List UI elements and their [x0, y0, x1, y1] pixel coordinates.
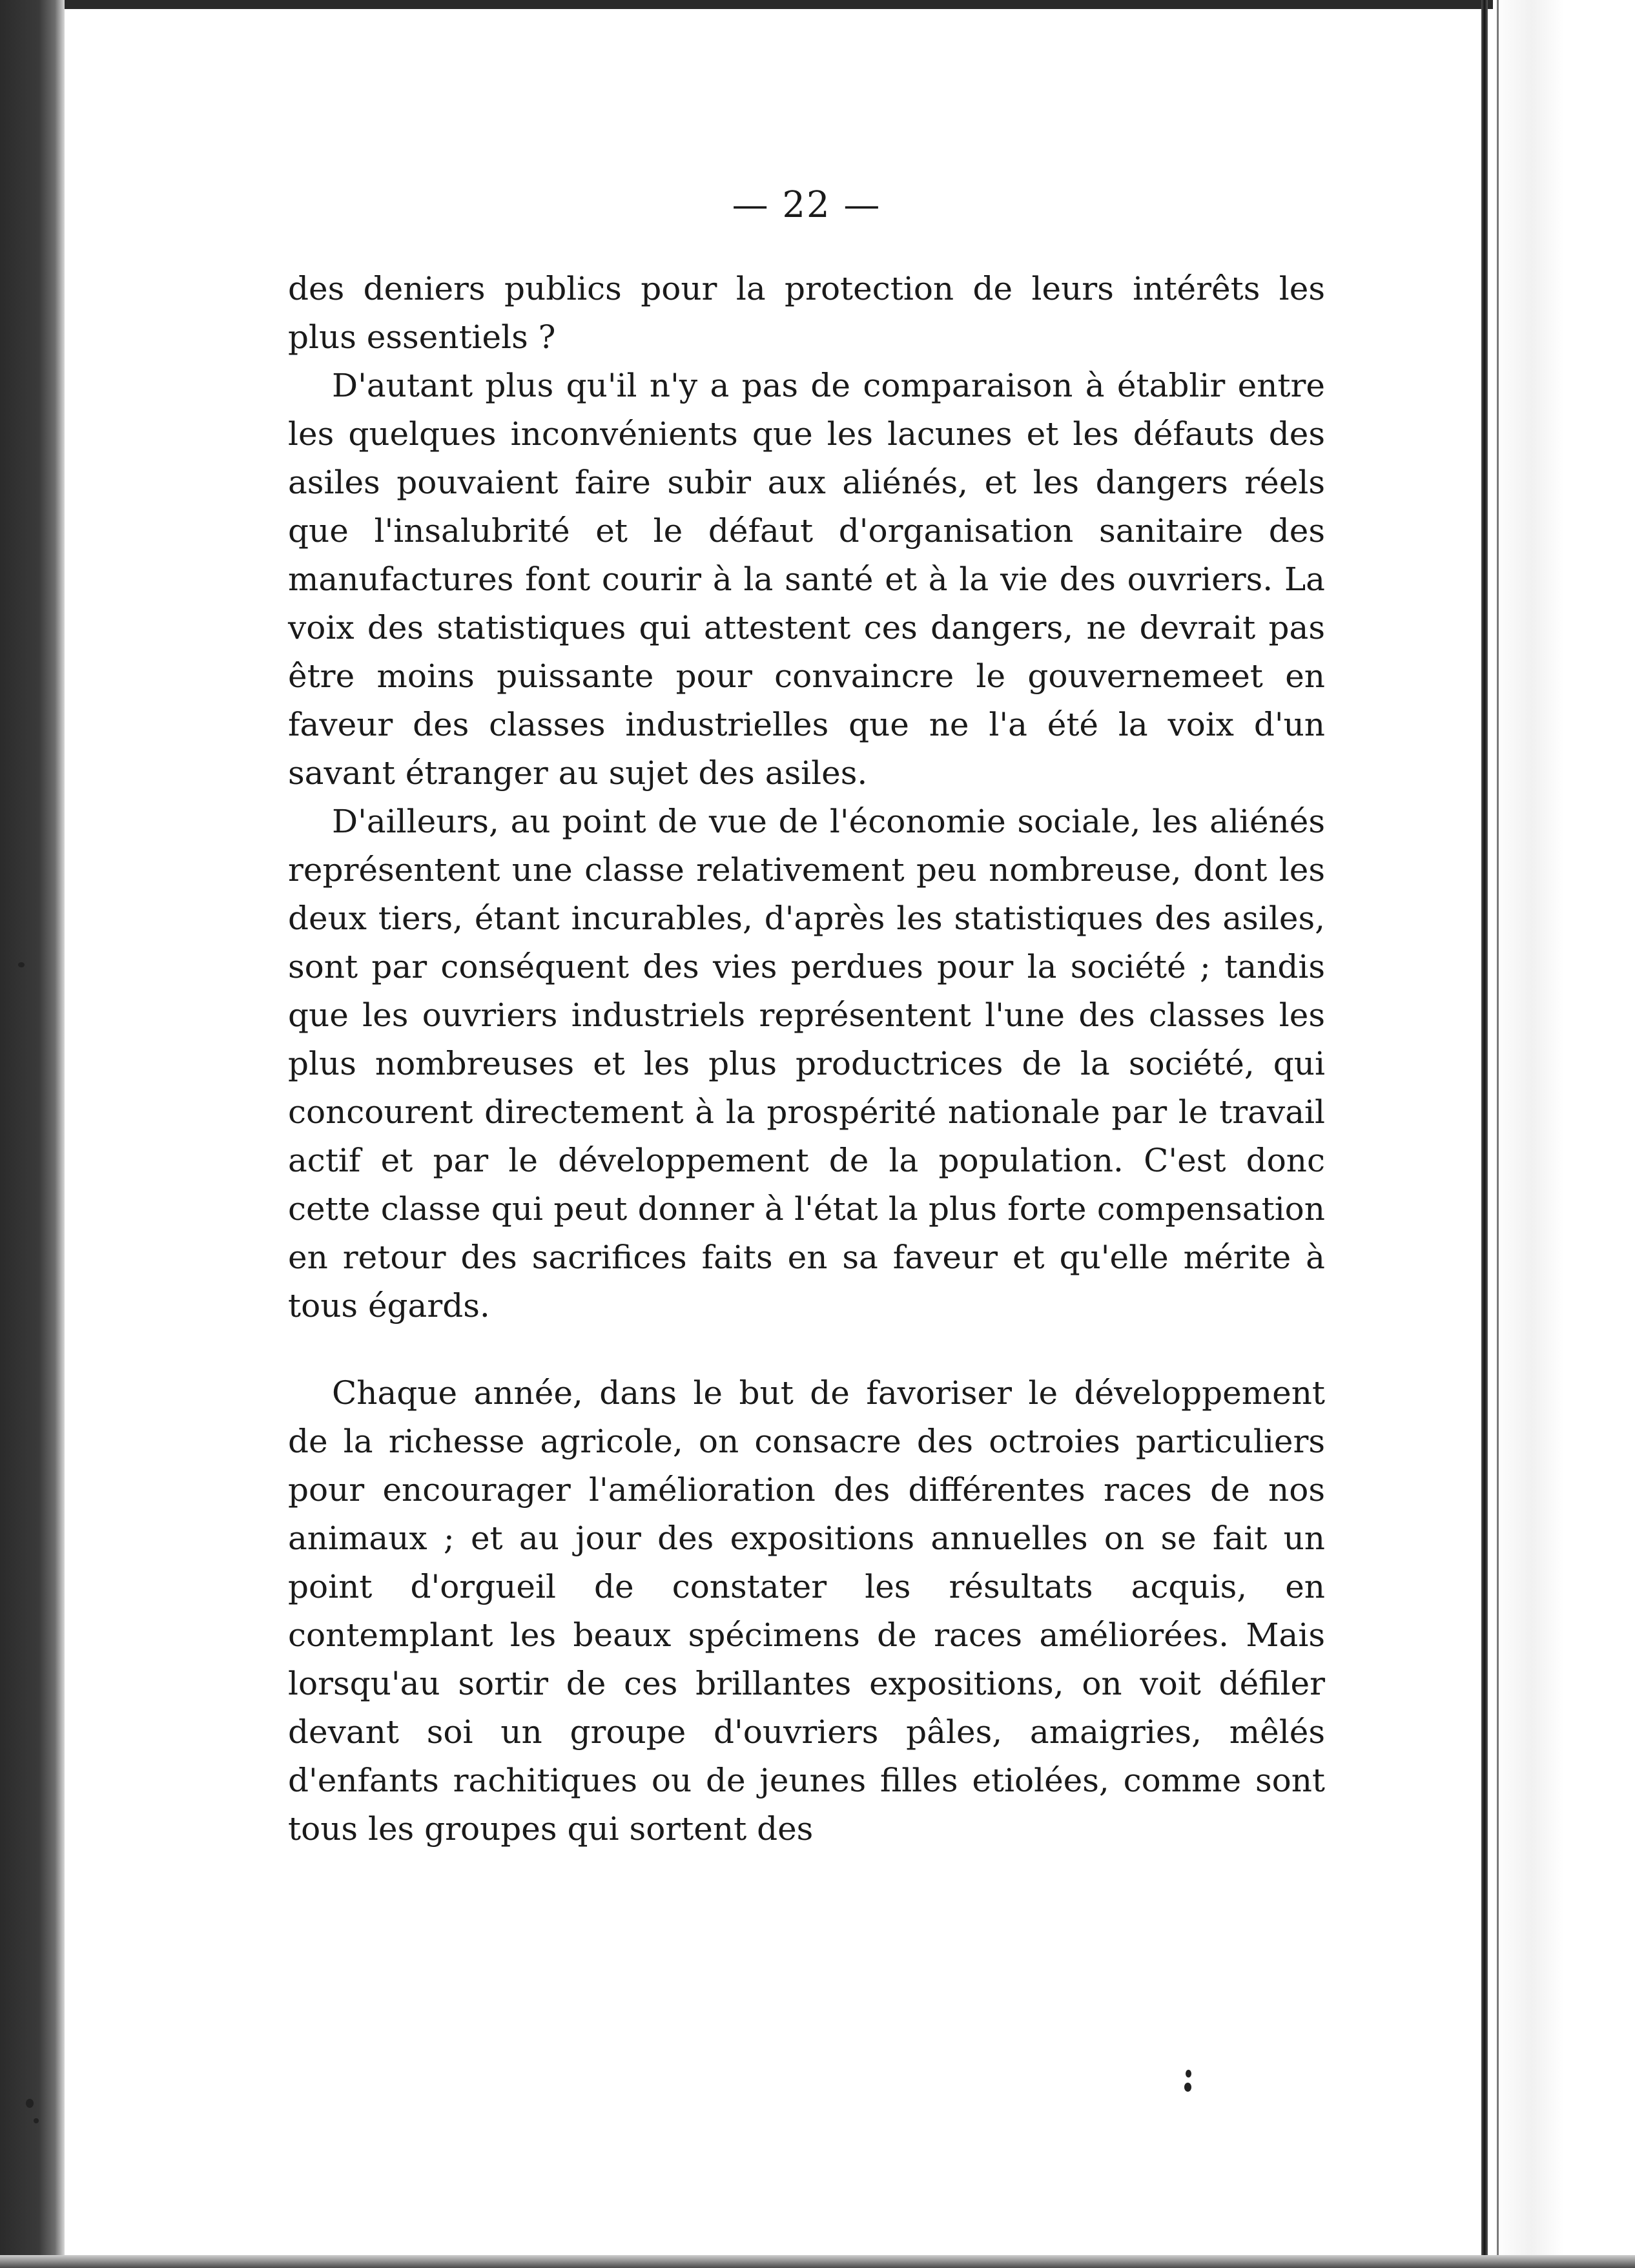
- scan-speck: [1186, 2070, 1191, 2077]
- page-fold-shadow: [1497, 0, 1499, 2268]
- book-page: [288, 174, 1325, 1983]
- page-fold-line: [1481, 0, 1488, 2268]
- scan-speck: [34, 2118, 39, 2123]
- paragraph: D'autant plus qu'il n'y a pas de comparaison à établir entre les quelques inconvénients que les lacunes et les défauts des asiles pouvaient faire subir aux aliénés, et les dangers réels que l'insalubrité et le défaut d'organisation sanitaire des manufactures font courir à la santé et à la vie des ouvriers. La voix des statistiques qui attestent ces dangers, ne devrait pas être moins puissante pour convaincre le gouvernemeet en faveur des classes industrielles que ne l'a été la voix d'un savant étranger au sujet des asiles.: [288, 367, 1325, 792]
- paragraph-continuation: des deniers publics pour la protection de leurs intérêts les plus essentiels ?: [288, 270, 1325, 356]
- scan-border-left: [0, 0, 65, 2268]
- page-number: — 22 —: [732, 184, 881, 226]
- scan-border-top: [0, 0, 1635, 9]
- scan-speck: [26, 2099, 34, 2108]
- text-body: [288, 265, 1325, 1853]
- paragraph: D'ailleurs, au point de vue de l'économie sociale, les aliénés représentent une classe relativement peu nombreuse, dont les deux tiers, étant incurables, d'après les statistiques des asiles, sont par conséquent des vies perdues pour la société ; tandis que les ouvriers industriels représentent l'une des classes les plus nombreuses et les plus productrices de la société, qui concourent directement à la prospérité nationale par le travail actif et par le développement de la population. C'est donc cette classe qui peut donner à l'état la plus forte compensation en retour des sacrifices faits en sa faveur et qu'elle mérite à tous égards.: [288, 803, 1325, 1325]
- scan-speck: [1184, 2083, 1191, 2092]
- page-margin-right: [1493, 0, 1635, 2268]
- scan-border-bottom: [0, 2255, 1635, 2268]
- paragraph: Chaque année, dans le but de favoriser le développement de la richesse agricole, on consacre des octroies particuliers pour encourager l'amélioration des différentes races de nos animaux ; et au jour des expositions annuelles on se fait un point d'orgueil de constater les résultats acquis, en contemplant les beaux spécimens de races améliorées. Mais lorsqu'au sortir de ces brillantes expositions, on voit défiler devant soi un groupe d'ouvriers pâles, amaigries, mêlés d'enfants rachitiques ou de jeunes filles etiolées, comme sont tous les groupes qui sortent des: [288, 1374, 1325, 1848]
- scan-speck: [18, 962, 25, 967]
